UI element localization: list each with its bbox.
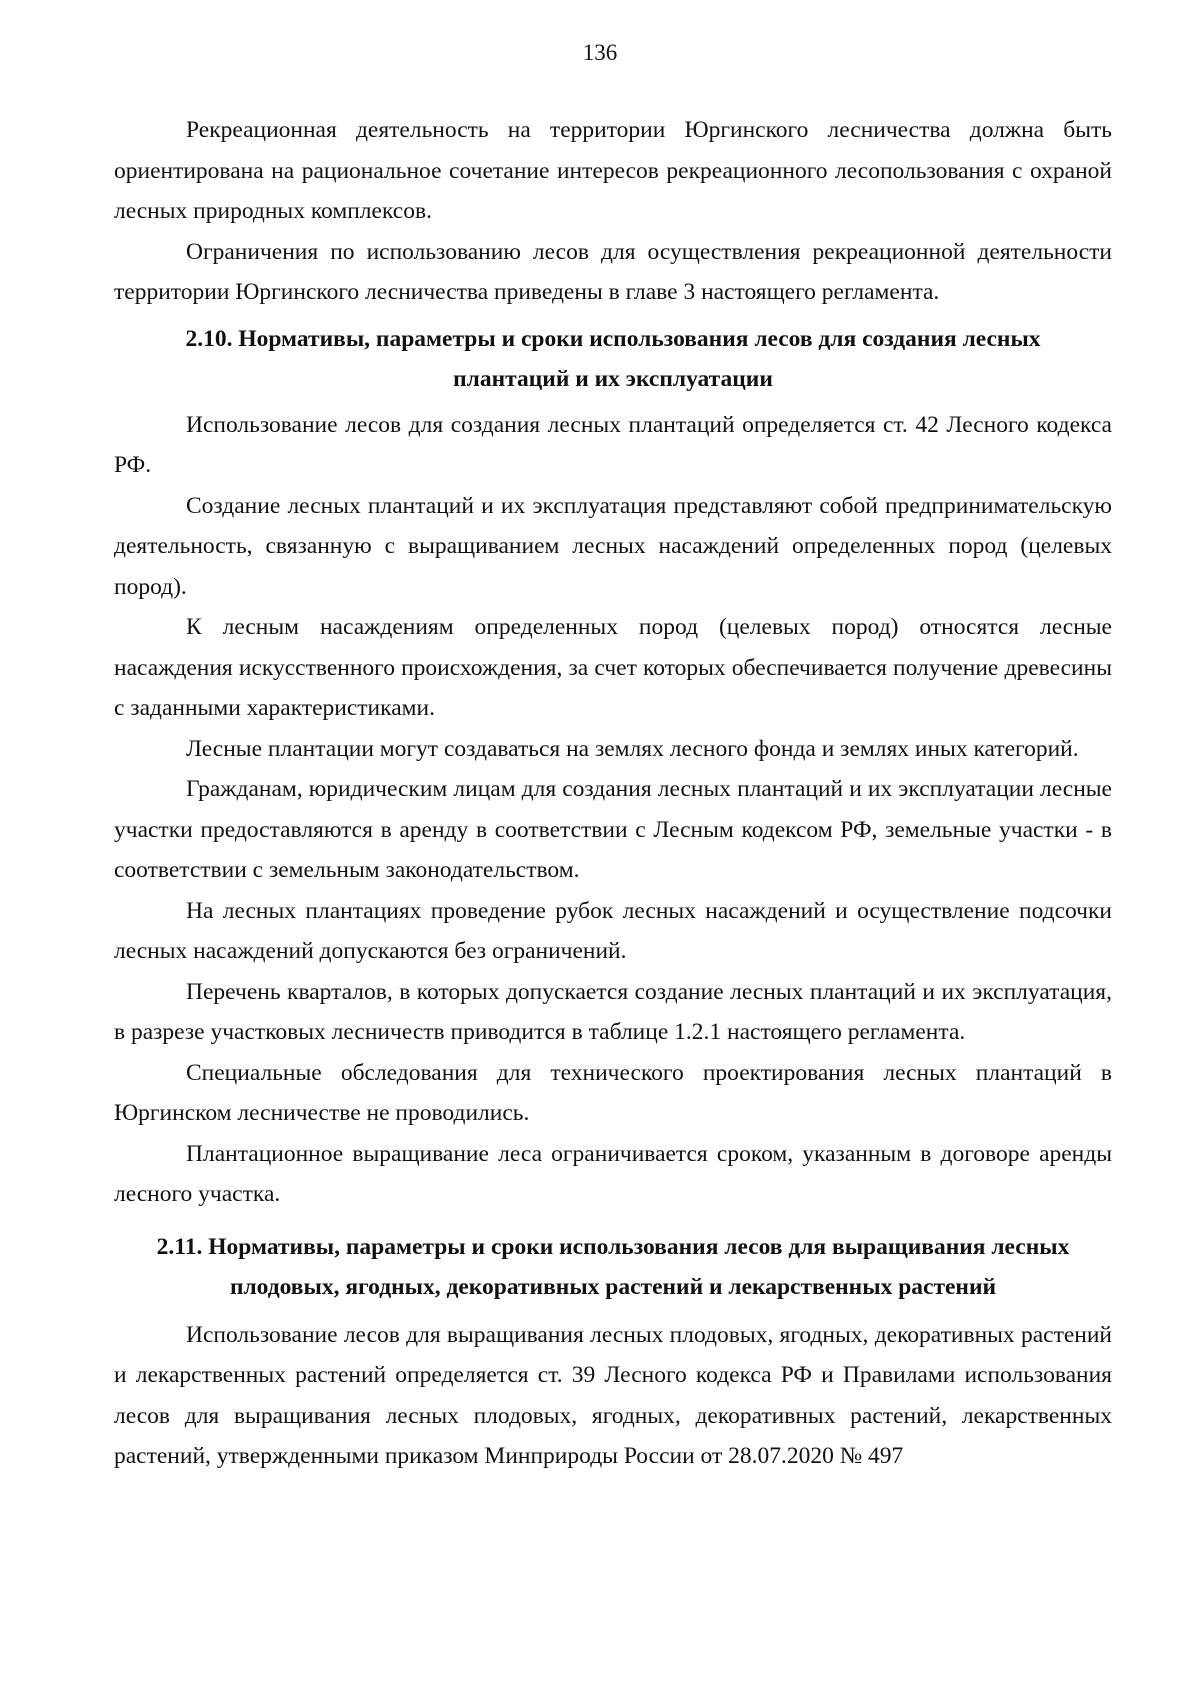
paragraph-2-10-2: Создание лесных плантаций и их эксплуатация представляют собой предпринимательскую деятельность, связанную с выращиванием лесных насаждений определенных пород (целевых пород).	[114, 492, 1112, 600]
paragraph-2-10-9: Плантационное выращивание леса ограничивается сроком, указанным в договоре аренды лесного участка.	[114, 1140, 1112, 1207]
page-content	[114, 110, 1112, 1477]
paragraph-2-10-3: К лесным насаждениям определенных пород (целевых пород) относятся лесные насаждения искусственного происхождения, за счет которых обеспечивается получение древесины с заданными характеристиками.	[114, 614, 1112, 721]
section-heading-2-10-line2: плантаций и их эксплуатации	[453, 366, 773, 392]
section-heading-2-10-line1: 2.10. Нормативы, параметры и сроки использования лесов для создания лесных	[185, 325, 1041, 352]
paragraph-2-10-4: Лесные плантации могут создаваться на землях лесного фонда и землях иных категорий.	[186, 735, 1079, 762]
page-number: 136	[582, 40, 618, 65]
paragraph-2-10-6: На лесных плантациях проведение рубок лесных насаждений и осуществление подсочки лесных насаждений допускаются без ограничений.	[114, 897, 1112, 964]
paragraph-2-10-5: Гражданам, юридическим лицам для создания лесных плантаций и их эксплуатации лесные участки предоставляются в аренду в соответствии с Лесным кодексом РФ, земельные участки - в соответствии с земельным законодательством.	[114, 776, 1112, 883]
paragraph-2-10-8: Специальные обследования для технического проектирования лесных плантаций в Юргинском лесничестве не проводились.	[114, 1059, 1112, 1126]
section-heading-2-11-line1: 2.11. Нормативы, параметры и сроки использования лесов для выращивания лесных	[156, 1233, 1070, 1260]
section-heading-2-11	[114, 1227, 1112, 1308]
paragraph-recreation-focus: Рекреационная деятельность на территории Юргинского лесничества должна быть ориентирована на рациональное сочетание интересов рекреационного лесопользования с охраной лесных природных комплексов.	[114, 117, 1112, 224]
section-heading-2-10	[114, 319, 1112, 400]
paragraph-2-10-1: Использование лесов для создания лесных плантаций определяется ст. 42 Лесного кодекса РФ.	[114, 411, 1112, 478]
paragraph-2-11-1: Использование лесов для выращивания лесных плодовых, ягодных, декоративных растений и лекарственных растений определяется ст. 39 Лесного кодекса РФ и Правилами использования лесов для выращивания лесных плодовых, ягодных, декоративных растений, лекарственных растений, утвержденными приказом Минприроды России от 28.07.2020 № 497	[114, 1321, 1112, 1469]
section-heading-2-11-line2: плодовых, ягодных, декоративных растений и лекарственных растений	[229, 1274, 997, 1300]
paragraph-2-10-7: Перечень кварталов, в которых допускается создание лесных плантаций и их эксплуатация, в разрезе участковых лесничеств приводится в таблице 1.2.1 настоящего регламента.	[114, 978, 1112, 1045]
paragraph-recreation-restrictions: Ограничения по использованию лесов для осуществления рекреационной деятельности территории Юргинского лесничества приведены в главе 3 настоящего регламента.	[114, 238, 1112, 305]
